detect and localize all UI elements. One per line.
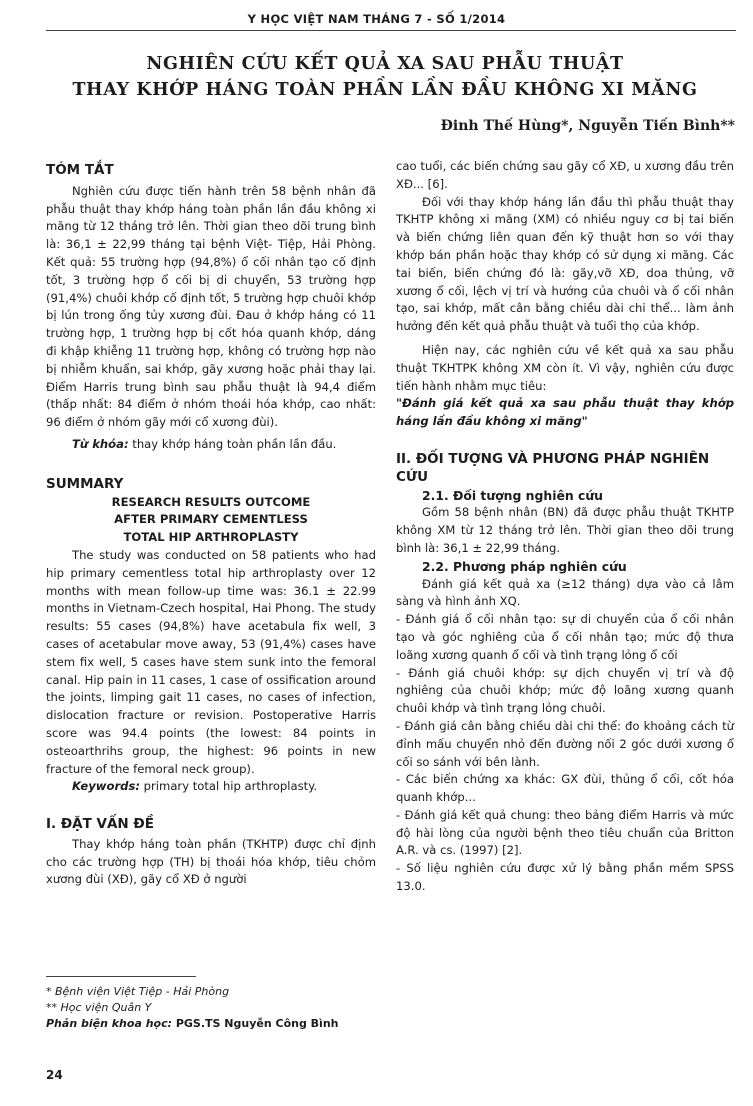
method-item: - Các biến chứng xa khác: GX đùi, thủng ổ cối, cốt hóa quanh khớp... [396,772,734,805]
intro-paragraph-2: Đối với thay khớp háng lần đầu thì phẫu thuật thay TKHTP không xi măng (XM) có nhiều nguy cơ bị tai biến và biến chứng liên quan đến kỹ thuật hơn so với thay khớp bán phần hoặc thay khớp có sử dụng xi măng. Các tai biến, biến chứng đó là: gãy,vỡ XĐ, doa thủng, vỡ xương ổ cối, lệch vị trí và hướng của chuôi và ổ cối nhân tạo, sai khớp, mất cân bằng chiều dài chi thể... làm ảnh hưởng đến kết quả phẫu thuật và tuổi thọ của khớp. [396,194,734,334]
abstract-vi-body: Nghiên cứu được tiến hành trên 58 bệnh nhân đã phẫu thuật thay khớp háng toàn phần lần đầu không xi măng từ 12 tháng trở lên. Thời gian theo dõi trung bình là: 36,1 ± 22,99 tháng tại bệnh Việt- Tiệp, Hải Phòng. Kết quả: 55 trường hợp (94,8%) ổ cối nhân tạo cố định tốt, 3 trường hợp ổ cối bị di chuyển, 53 trường hợp (91,4%) chuôi khớp cố định tốt, 5 trường hợp chuôi khớp bị lún trong ống tủy xương đùi. Đau ở khớp háng có 11 trường hợp, 1 trường hợp bị cốt hóa quanh khớp, dáng đi khập khiễng 11 trường hợp, không có trường hợp nào bị nhiễm khuẩn, sai khớp, gãy xương hoặc phải thay lại. Điểm Harris trung bình sau phẫu thuật là 94,4 điểm (thấp nhất: 84 điểm ở nhóm thoái hóa khớp, cao nhất: 96 điểm ở nhóm gãy mới cổ xương đùi). [46,183,376,430]
page-number: 24 [46,1068,63,1082]
keywords-vi-text: thay khớp háng toàn phần lần đầu. [128,436,337,451]
summary-title-line-3: TOTAL HIP ARTHROPLASTY [123,530,299,545]
subsection-2-2-body: Đánh giá kết quả xa (≥12 tháng) dựa vào cả lâm sàng và hình ảnh XQ. [396,576,734,609]
right-column [396,158,734,896]
subsection-2-2-heading: 2.2. Phương pháp nghiên cứu [422,558,627,574]
method-item: - Đánh giá ổ cối nhân tạo: sự di chuyển của ổ cối nhân tạo và góc nghiêng của ổ cối nhân tạo; mức độ thưa loãng xương quanh ổ cối và tình trạng lỏng ổ cối [396,612,734,662]
summary-body: The study was conducted on 58 patients who had hip primary cementless total hip arthroplasty over 12 months with mean follow-up time was: 36.1 ± 22.99 months in Vietnam-Czech hospital, Hai Phong. The study results: 55 cases (94,8%) have acetabula fix well, 3 cases of acetabular move away, 53 (91,4%) cases have stem fix well, 5 cases have stem sunk into the femoral canal. Hip pain in 11 cases, 1 case of ossification around the joints, limping gait 11 cases, no cases of infection, dislocation fracture or revision. Postoperative Harris score was 94.4 points (the lowest: 84 points in osteoarthrihs group, the highest: 96 points in new fracture of the femoral neck group). [46,547,376,776]
methods-heading: II. ĐỐI TƯỢNG VÀ PHƯƠNG PHÁP NGHIÊN CỨU [396,450,710,485]
summary-heading: SUMMARY [46,475,124,492]
reviewer-name: PGS.TS Nguyễn Công Bình [172,1017,339,1030]
intro-paragraph-1-cont: cao tuổi, các biến chứng sau gãy cổ XĐ, u xương đầu trên XĐ... [6]. [396,159,734,191]
keywords-en-label: Keywords: [72,779,140,794]
article-title-line-2: THAY KHỚP HÁNG TOÀN PHẦN LẦN ĐẦU KHÔNG XI MĂNG [72,80,698,100]
intro-paragraph-1: Thay khớp háng toàn phần (TKHTP) được chỉ định cho các trường hợp (TH) bị thoái hóa khớp, tiêu chỏm xương đùi (XĐ), gãy cổ XĐ ở người [46,836,376,887]
summary-title-line-1: RESEARCH RESULTS OUTCOME [111,494,311,509]
study-objective: "Đánh giá kết quả xa sau phẫu thuật thay khớp háng lần đầu không xi măng" [396,396,734,429]
keywords-vi-label: Từ khóa: [72,436,129,451]
reviewer-label: Phản biện khoa học: [46,1017,173,1030]
intro-paragraph-3: Hiện nay, các nghiên cứu về kết quả xa sau phẫu thuật TKHTPK không XM còn ít. Vì vậy, nghiên cứu được tiến hành nhằm mục tiêu: [396,342,734,393]
authors: Đinh Thế Hùng*, Nguyễn Tiến Bình** [440,118,735,134]
footnote-affiliation-2: ** Học viện Quân Y [46,1001,152,1014]
left-column [46,162,376,889]
intro-heading: I. ĐẶT VẤN ĐỀ [46,816,154,833]
footnote-affiliation-1: * Bệnh viện Việt Tiệp - Hải Phòng [46,985,230,998]
footnote-reviewer [46,1016,376,1032]
method-item: - Đánh giá chuôi khớp: sự dịch chuyển vị trí và độ nghiêng của chuôi khớp; mức độ loãng xương quanh chuôi khớp và tình trạng lỏng chuôi. [396,665,734,716]
method-item: - Đánh giá cân bằng chiều dài chi thể: đo khoảng cách từ đỉnh mấu chuyển nhỏ đến đường nối 2 góc dưới xương ổ cối so sánh với bên lành. [396,718,734,769]
footnote-rule [46,976,196,977]
header-rule [46,30,736,31]
keywords-en-text: primary total hip arthroplasty. [140,779,318,794]
summary-title-line-2: AFTER PRIMARY CEMENTLESS [114,512,308,527]
journal-header: Y HỌC VIỆT NAM THÁNG 7 - SỐ 1/2014 [247,12,506,26]
subsection-2-1-heading: 2.1. Đối tượng nghiên cứu [422,487,603,503]
article-title-line-1: NGHIÊN CỨU KẾT QUẢ XA SAU PHẪU THUẬT [146,54,624,74]
subsection-2-1-body: Gồm 58 bệnh nhân (BN) đã được phẫu thuật TKHTP không XM từ 12 tháng trở lên. Thời gian theo dõi trung bình là: 36,1 ± 22,99 tháng. [396,505,734,555]
abstract-vi-heading: TÓM TẮT [46,162,114,178]
method-item: - Số liệu nghiên cứu được xử lý bằng phần mềm SPSS 13.0. [396,861,734,894]
method-item: - Đánh giá kết quả chung: theo bảng điểm Harris và mức độ hài lòng của người bệnh theo tiêu chuẩn của Britton A.R. và cs. (1997) [2]. [396,807,734,858]
footnotes [46,984,376,1032]
summary-keywords [46,778,376,796]
abstract-vi-keywords [46,436,376,454]
